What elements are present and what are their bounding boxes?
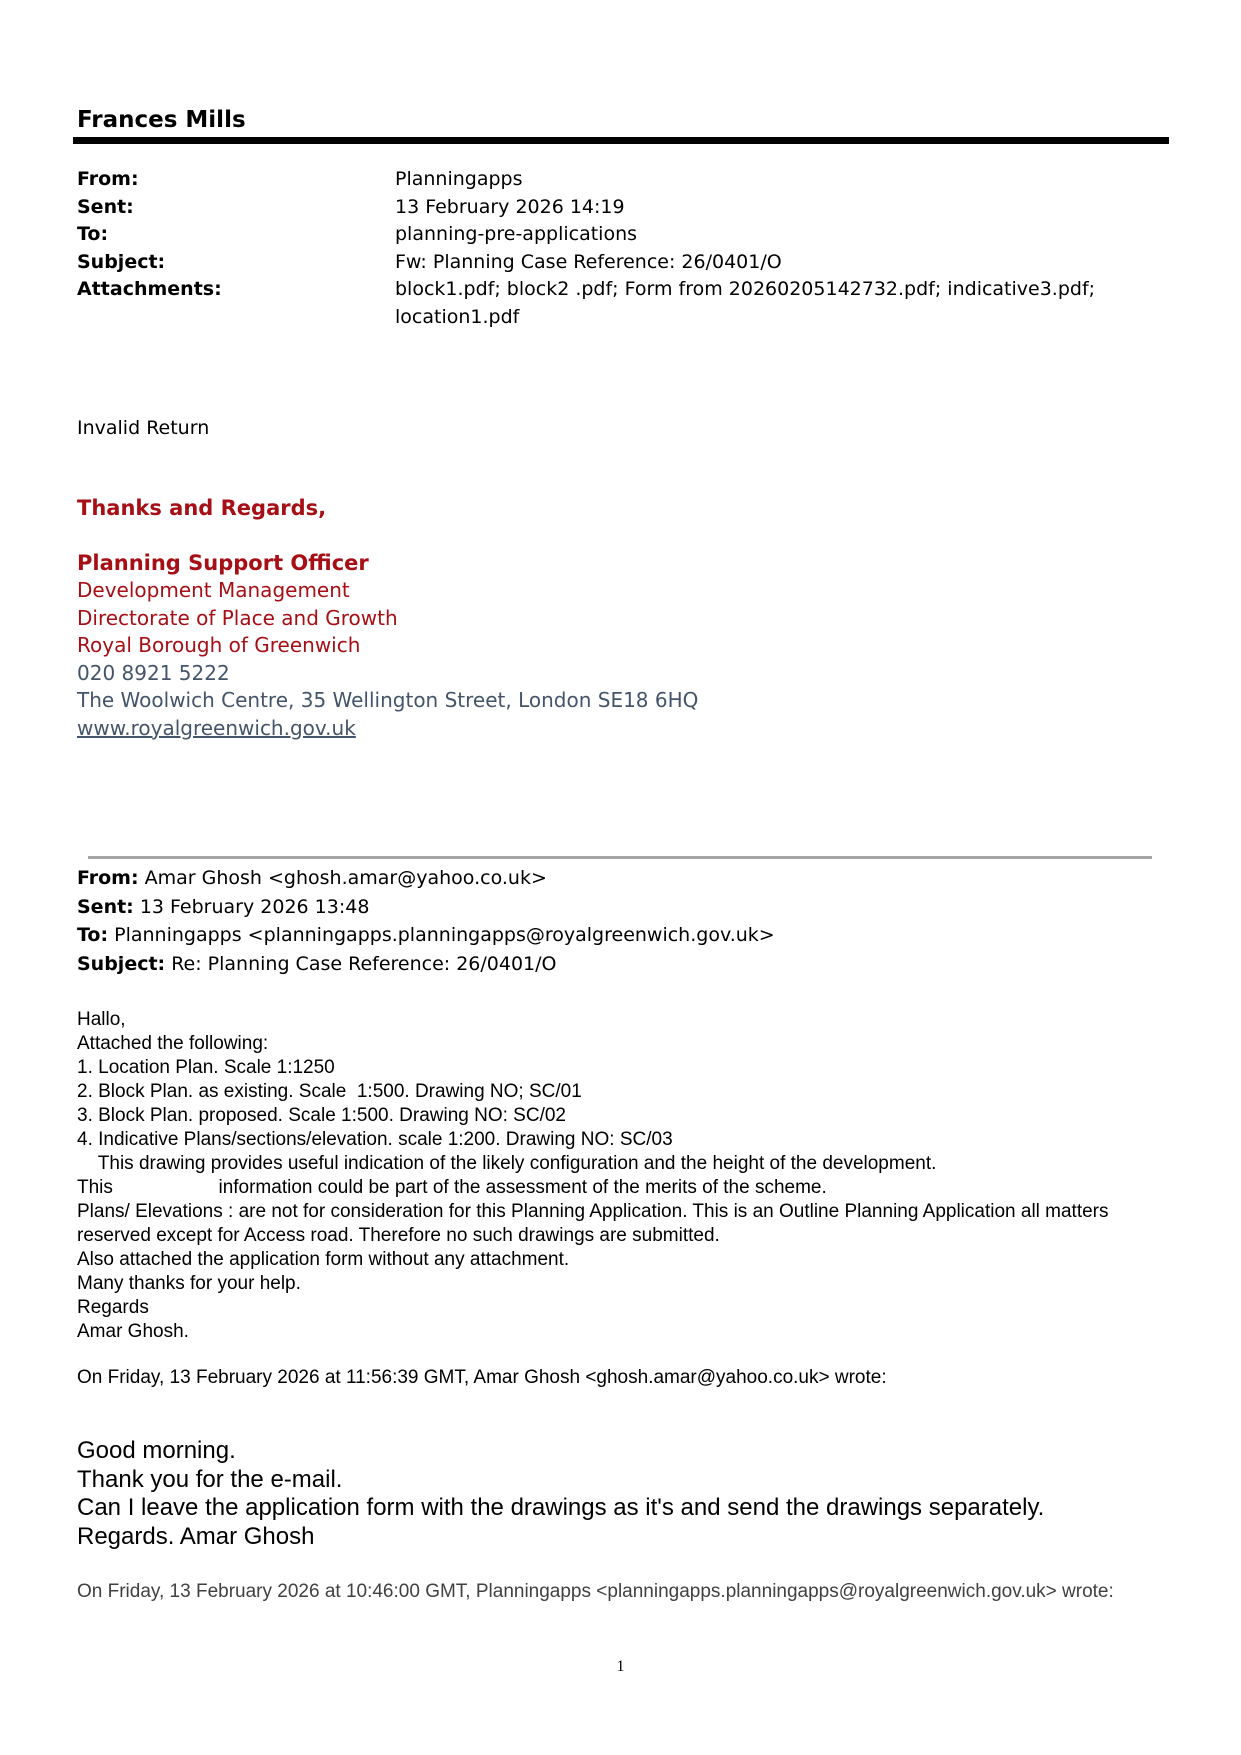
message-line: This drawing provides useful indication of the likely configuration and the height of the development.	[77, 1153, 937, 1174]
forwarded-from-value: Amar Ghosh <ghosh.amar@yahoo.co.uk>	[138, 867, 547, 889]
message-line: Also attached the application form without any attachment.	[77, 1249, 570, 1270]
from-label: From:	[77, 168, 139, 190]
forwarded-sent-value: 13 February 2026 13:48	[133, 895, 370, 918]
earlier-message-line: Good morning.	[77, 1437, 236, 1464]
attachments-value-line-1: block1.pdf; block2 .pdf; Form from 20260205142732.pdf; indicative3.pdf;	[395, 278, 1096, 300]
signature-department: Development Management	[77, 578, 350, 602]
earlier-message-line: Regards. Amar Ghosh	[77, 1522, 315, 1550]
quoted-header-1: On Friday, 13 February 2026 at 11:56:39 GMT, Amar Ghosh <ghosh.amar@yahoo.co.uk> wrote:	[77, 1367, 887, 1388]
header-attachments-row	[77, 276, 1096, 331]
forwarded-to-label: To:	[77, 924, 109, 946]
page-number: 1	[616, 1658, 625, 1675]
message-line: 4. Indicative Plans/sections/elevation. scale 1:200. Drawing NO: SC/03	[77, 1129, 673, 1150]
signature-website-link[interactable]: www.royalgreenwich.gov.uk	[77, 715, 356, 740]
subject-label: Subject:	[77, 250, 166, 273]
body-intro: Invalid Return	[77, 417, 210, 439]
message-line: 1. Location Plan. Scale 1:1250	[77, 1057, 335, 1078]
forwarded-divider	[88, 856, 1152, 859]
from-value: Planningapps	[395, 168, 523, 190]
signature-gap	[77, 523, 698, 550]
forwarded-subject-value: Re: Planning Case Reference: 26/0401/O	[165, 952, 557, 975]
message-line: Regards	[77, 1297, 149, 1318]
attachments-label: Attachments:	[77, 278, 222, 300]
to-value: planning-pre-applications	[395, 223, 638, 245]
subject-value: Fw: Planning Case Reference: 26/0401/O	[395, 250, 782, 273]
signature-closing: Thanks and Regards,	[77, 496, 327, 520]
forwarded-message-body	[77, 1008, 1177, 1344]
quoted-header-2: On Friday, 13 February 2026 at 10:46:00 GMT, Planningapps <planningapps.planningapps@royalgreenwich.gov.uk> wrote:	[77, 1581, 1114, 1602]
signature-directorate: Directorate of Place and Growth	[77, 605, 398, 630]
forwarded-header	[77, 864, 775, 978]
header-subject-row	[77, 249, 1077, 277]
message-line: Amar Ghosh.	[77, 1321, 189, 1342]
forwarded-from-label: From:	[77, 867, 139, 889]
earlier-message-line: Thank you for the e-mail.	[77, 1465, 343, 1493]
sent-label: Sent:	[77, 195, 134, 218]
message-line: Many thanks for your help.	[77, 1273, 301, 1294]
sent-value: 13 February 2026 14:19	[395, 195, 625, 218]
header-sent-row	[77, 194, 1077, 222]
forwarded-subject-row	[77, 950, 775, 979]
message-paragraph: Plans/ Elevations : are not for consideration for this Planning Application. This is an Outline Planning Application all matters reserved except for Access road. Therefore no such drawings are submitted.	[77, 1201, 1109, 1246]
mailbox-owner-name: Frances Mills	[77, 107, 246, 133]
signature-address: The Woolwich Centre, 35 Wellington Street, London SE18 6HQ	[77, 688, 699, 712]
to-label: To:	[77, 223, 109, 245]
message-line: This information could be part of the assessment of the merits of the scheme.	[77, 1177, 827, 1198]
earlier-message	[77, 1437, 1044, 1551]
signature-role: Planning Support Officer	[77, 550, 369, 575]
forwarded-subject-label: Subject:	[77, 952, 166, 975]
attachments-value-line-2: location1.pdf	[395, 305, 520, 328]
forwarded-to-row	[77, 921, 775, 950]
header-to-row	[77, 221, 1077, 249]
message-line: 3. Block Plan. proposed. Scale 1:500. Drawing NO: SC/02	[77, 1105, 566, 1126]
header-from-row	[77, 166, 1077, 194]
forwarded-sent-row	[77, 893, 775, 922]
forwarded-to-value: Planningapps <planningapps.planningapps@royalgreenwich.gov.uk>	[108, 924, 775, 946]
forwarded-from-row	[77, 864, 775, 893]
signature-phone: 020 8921 5222	[77, 660, 230, 685]
message-line: 2. Block Plan. as existing. Scale 1:500. Drawing NO; SC/01	[77, 1081, 582, 1102]
earlier-message-line: Can I leave the application form with the drawings as it's and send the drawings separately.	[77, 1494, 1045, 1521]
signature-council: Royal Borough of Greenwich	[77, 633, 361, 657]
forwarded-sent-label: Sent:	[77, 895, 134, 918]
email-header	[77, 166, 1096, 331]
email-signature	[77, 495, 698, 742]
message-line: Attached the following:	[77, 1033, 269, 1054]
message-line: Hallo,	[77, 1009, 126, 1030]
header-divider	[73, 137, 1169, 144]
